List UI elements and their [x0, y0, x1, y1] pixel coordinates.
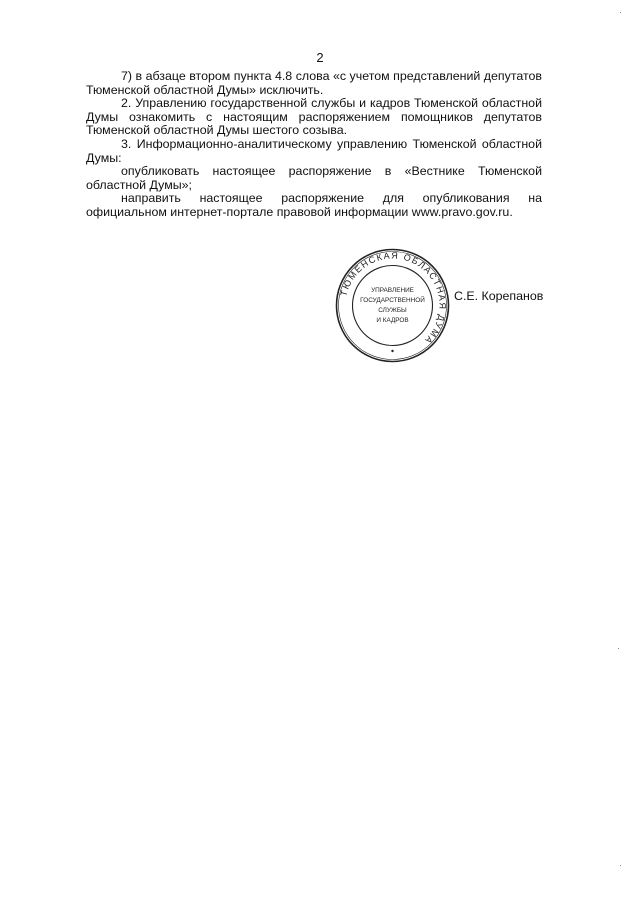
page-number: 2	[316, 50, 324, 65]
scan-speck	[620, 865, 621, 866]
scan-speck	[618, 648, 619, 649]
paragraph-item-7: 7) в абзаце втором пункта 4.8 слова «с учетом представлений депутатов Тюменской областной Думы» исключить.	[86, 69, 542, 97]
seal-outer-text: ТЮМЕНСКАЯ ОБЛАСТНАЯ ДУМА	[338, 250, 448, 347]
seal-inner-line-4: И КАДРОВ	[376, 317, 409, 324]
paragraph-publish-vestnik: опубликовать настоящее распоряжение в «Вестнике Тюменской областной Думы»;	[86, 164, 542, 192]
signatory-name: С.Е. Корепанов	[454, 289, 544, 303]
seal-outer-ring	[337, 250, 449, 362]
seal-inner-line-2: ГОСУДАРСТВЕННОЙ	[360, 297, 425, 304]
official-seal-stamp	[335, 248, 450, 363]
seal-dot	[391, 350, 393, 352]
seal-inner-ring	[353, 266, 433, 346]
seal-inner-line-1: УПРАВЛЕНИЕ	[371, 287, 414, 294]
paragraph-item-2: 2. Управлению государственной службы и кадров Тюменской областной Думы ознакомить с настоящим распоряжением помощников депутатов Тюменской областной Думы шестого созыва.	[86, 96, 542, 138]
paragraph-publish-portal: направить настоящее распоряжение для опубликования на официальном интернет-портале правовой информации www.pravo.gov.ru.	[86, 191, 542, 219]
paragraph-item-3: 3. Информационно-аналитическому управлению Тюменской областной Думы:	[86, 136, 542, 165]
scan-speck	[620, 12, 621, 13]
document-body	[86, 70, 542, 220]
seal-inner-line-3: СЛУЖБЫ	[378, 307, 407, 314]
